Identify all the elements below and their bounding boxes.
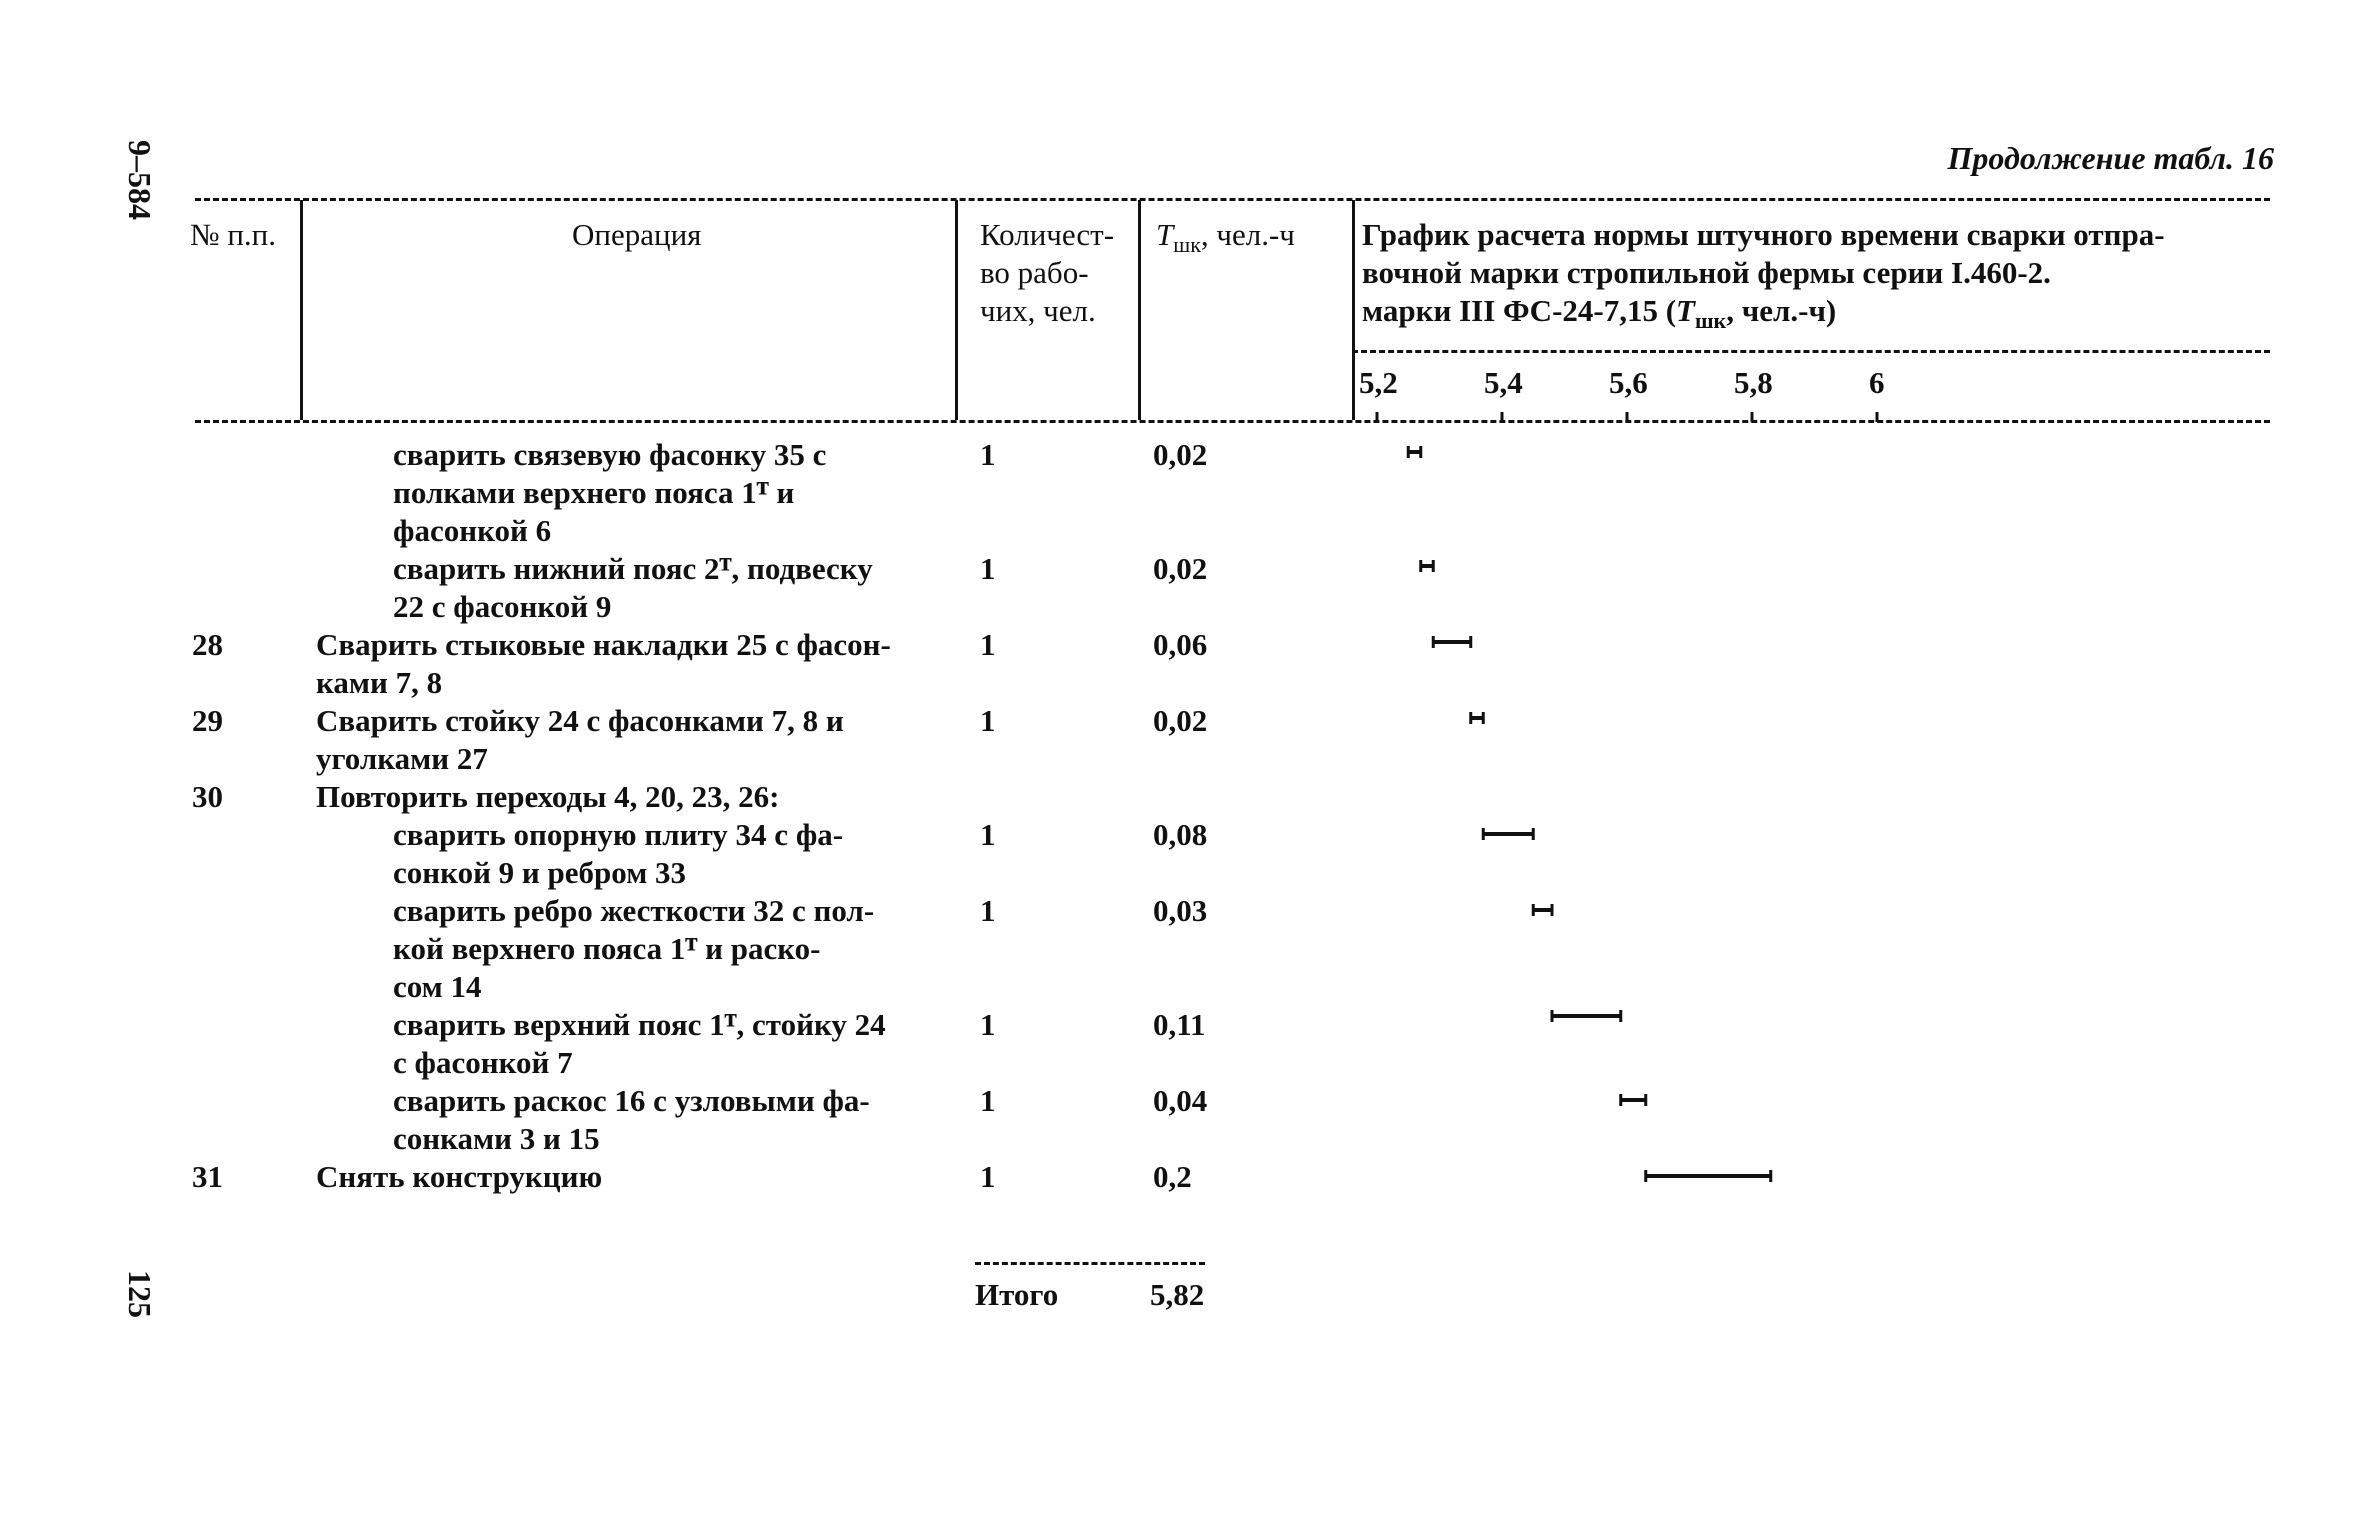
row-time: 0,02 [1153, 437, 1208, 472]
row-time: 0,11 [1153, 1007, 1206, 1042]
row-operation [393, 436, 826, 550]
row-operation [316, 702, 844, 778]
row-number: 31 [192, 1159, 223, 1194]
axis-tick-label: 5,8 [1734, 365, 1773, 400]
operation-line: 22 с фасонкой 9 [393, 589, 612, 624]
row-workers: 1 [980, 703, 996, 738]
row-operation [393, 816, 843, 892]
row-number: 30 [192, 779, 223, 814]
row-number: 29 [192, 703, 223, 738]
row-workers: 1 [980, 1159, 996, 1194]
total-rule [975, 1262, 1205, 1265]
row-workers: 1 [980, 1007, 996, 1042]
row-workers: 1 [980, 1083, 996, 1118]
row-operation [393, 1006, 886, 1082]
operation-line: Сварить стойку 24 с фасонками 7, 8 и [316, 703, 844, 738]
operation-line: кой верхнего пояса 1ᵀ и раско- [393, 931, 821, 966]
row-workers: 1 [980, 893, 996, 928]
operation-line: с фасонкой 7 [393, 1045, 573, 1080]
header-num: № п.п. [190, 217, 277, 252]
row-number: 28 [192, 627, 223, 662]
table-caption: Продолжение табл. 16 [1947, 140, 2274, 176]
operation-line: Повторить переходы 4, 20, 23, 26: [316, 779, 780, 814]
total-value: 5,82 [1150, 1277, 1205, 1312]
row-workers: 1 [980, 627, 996, 662]
operation-line: уголками 27 [316, 741, 488, 776]
operation-line: сом 14 [393, 969, 482, 1004]
row-time: 0,02 [1153, 551, 1208, 586]
operation-line: ками 7, 8 [316, 665, 443, 700]
operation-line: сварить связевую фасонку 35 с [393, 437, 827, 472]
row-workers: 1 [980, 551, 996, 586]
row-operation [316, 626, 891, 702]
operation-line: фасонкой 6 [393, 513, 552, 548]
operation-line: сварить ребро жесткости 32 с пол- [393, 893, 875, 928]
total-label: Итого [975, 1277, 1059, 1312]
row-time: 0,02 [1153, 703, 1208, 738]
header-operation: Операция [572, 217, 702, 252]
operation-line: сварить раскос 16 с узловыми фа- [393, 1083, 870, 1118]
row-operation [316, 1158, 602, 1196]
operation-line: сонками 3 и 15 [393, 1121, 600, 1156]
axis-tick-label: 5,6 [1609, 365, 1648, 400]
operation-line: сонкой 9 и ребром 33 [393, 855, 687, 890]
row-time: 0,04 [1153, 1083, 1208, 1118]
operation-line: Сварить стыковые накладки 25 с фасон- [316, 627, 891, 662]
operation-line: сварить опорную плиту 34 с фа- [393, 817, 844, 852]
header-chart: График расчета нормы штучного времени сварки отпра- вочной марки стропильной фермы серии I.460-2. марки III ФС-24-7,15 ($T_{шк}$, чел.-ч) [1362, 217, 2165, 334]
operation-line: Снять конструкцию [316, 1159, 603, 1194]
operation-line: полками верхнего пояса 1ᵀ и [393, 475, 795, 510]
row-operation [393, 1082, 870, 1158]
operation-line: сварить нижний пояс 2ᵀ, подвеску [393, 551, 873, 586]
row-time: 0,2 [1153, 1159, 1192, 1194]
row-time: 0,08 [1153, 817, 1208, 852]
page-number: 125 [122, 1270, 158, 1318]
axis-tick-label: 5,2 [1359, 365, 1398, 400]
axis-tick-label: 6 [1869, 365, 1885, 400]
header-workers: Количест- во рабо- чих, чел. [980, 217, 1115, 328]
doc-code: 9–584 [122, 140, 158, 220]
row-workers: 1 [980, 437, 996, 472]
row-operation [316, 778, 780, 816]
axis-tick-label: 5,4 [1484, 365, 1523, 400]
row-time: 0,06 [1153, 627, 1208, 662]
row-operation [393, 550, 873, 626]
header-time: $T_{шк}$, чел.-ч [1156, 217, 1295, 258]
row-time: 0,03 [1153, 893, 1208, 928]
operation-line: сварить верхний пояс 1ᵀ, стойку 24 [393, 1007, 886, 1042]
row-workers: 1 [980, 817, 996, 852]
row-operation [393, 892, 874, 1006]
